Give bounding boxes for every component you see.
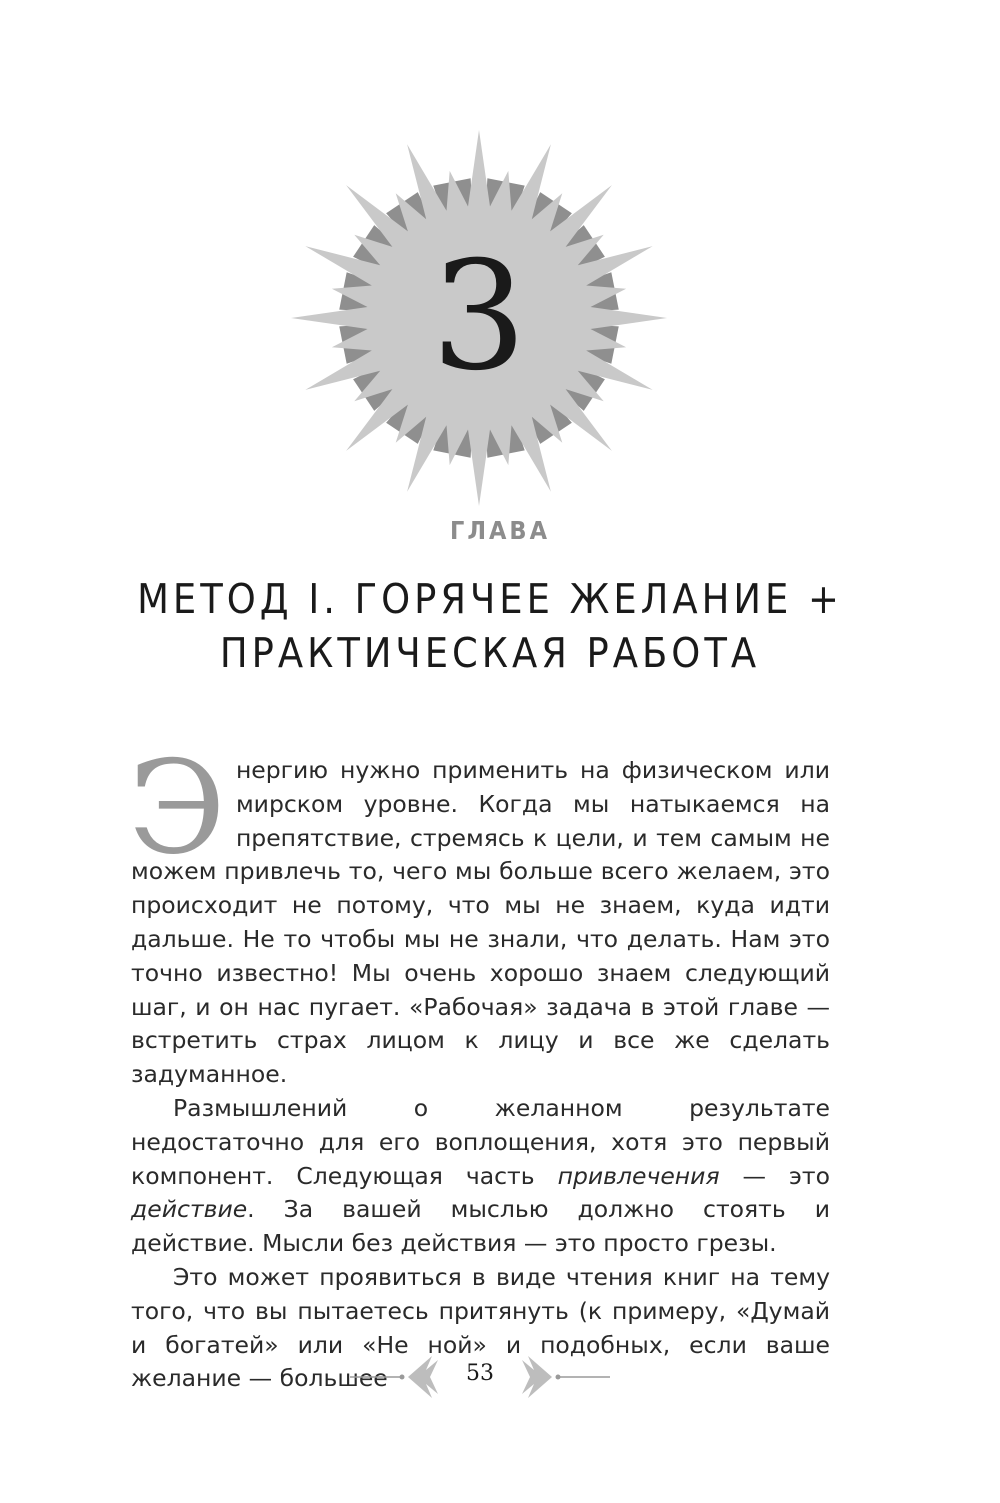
emphasis-attraction: привлечения: [557, 1161, 720, 1190]
paragraph-2: [131, 1092, 830, 1261]
page-footer: [340, 1352, 620, 1402]
chapter-title-line-1: МЕТОД I. ГОРЯЧЕЕ ЖЕЛАНИЕ +: [137, 575, 843, 623]
chapter-title-line-2: ПРАКТИЧЕСКАЯ РАБОТА: [219, 629, 761, 677]
chapter-label: ГЛАВА: [450, 516, 550, 545]
paragraph-2-text-b: — это: [719, 1161, 831, 1190]
paragraph-2-text-c: . За вашей мыслью должно стоять и действие. Мысли без действия — это просто грезы.: [131, 1195, 830, 1258]
emphasis-action: действие: [131, 1195, 248, 1224]
paragraph-2-text-a: Размышлений о желанном результате недостаточно для его воплощения, хотя это первый компонент. Следующая часть: [131, 1093, 830, 1190]
paragraph-3: Это может проявиться в виде чтения книг на тему того, что вы пытаетесь притянуть (к примеру, «Думай и богатей» или «Не ной» и подобных, если ваше желание — большее: [131, 1262, 830, 1393]
drop-cap: Э: [128, 734, 226, 883]
chapter-title: [90, 572, 890, 680]
paragraph-1-text: нергию нужно применить на физическом или мирском уровне. Когда мы натыкаемся на препятствие, стремясь к цели, и тем самым не можем привлечь то, чего мы больше всего желаем, это происходит не потому, что мы не знаем, куда идти дальше. Не то чтобы мы не знали, что делать. Нам это точно известно! Мы очень хорошо знаем следующий шаг, и он нас пугает. «Рабочая» задача в этой главе — встретить страх лицом к лицу и все же сделать задуманное.: [131, 756, 830, 1089]
chapter-number: 3: [431, 230, 527, 404]
paragraph-1: [128, 734, 830, 1092]
chapter-starburst-emblem: [289, 128, 669, 508]
page-number: 53: [466, 1361, 494, 1386]
body-text: [128, 734, 831, 1396]
